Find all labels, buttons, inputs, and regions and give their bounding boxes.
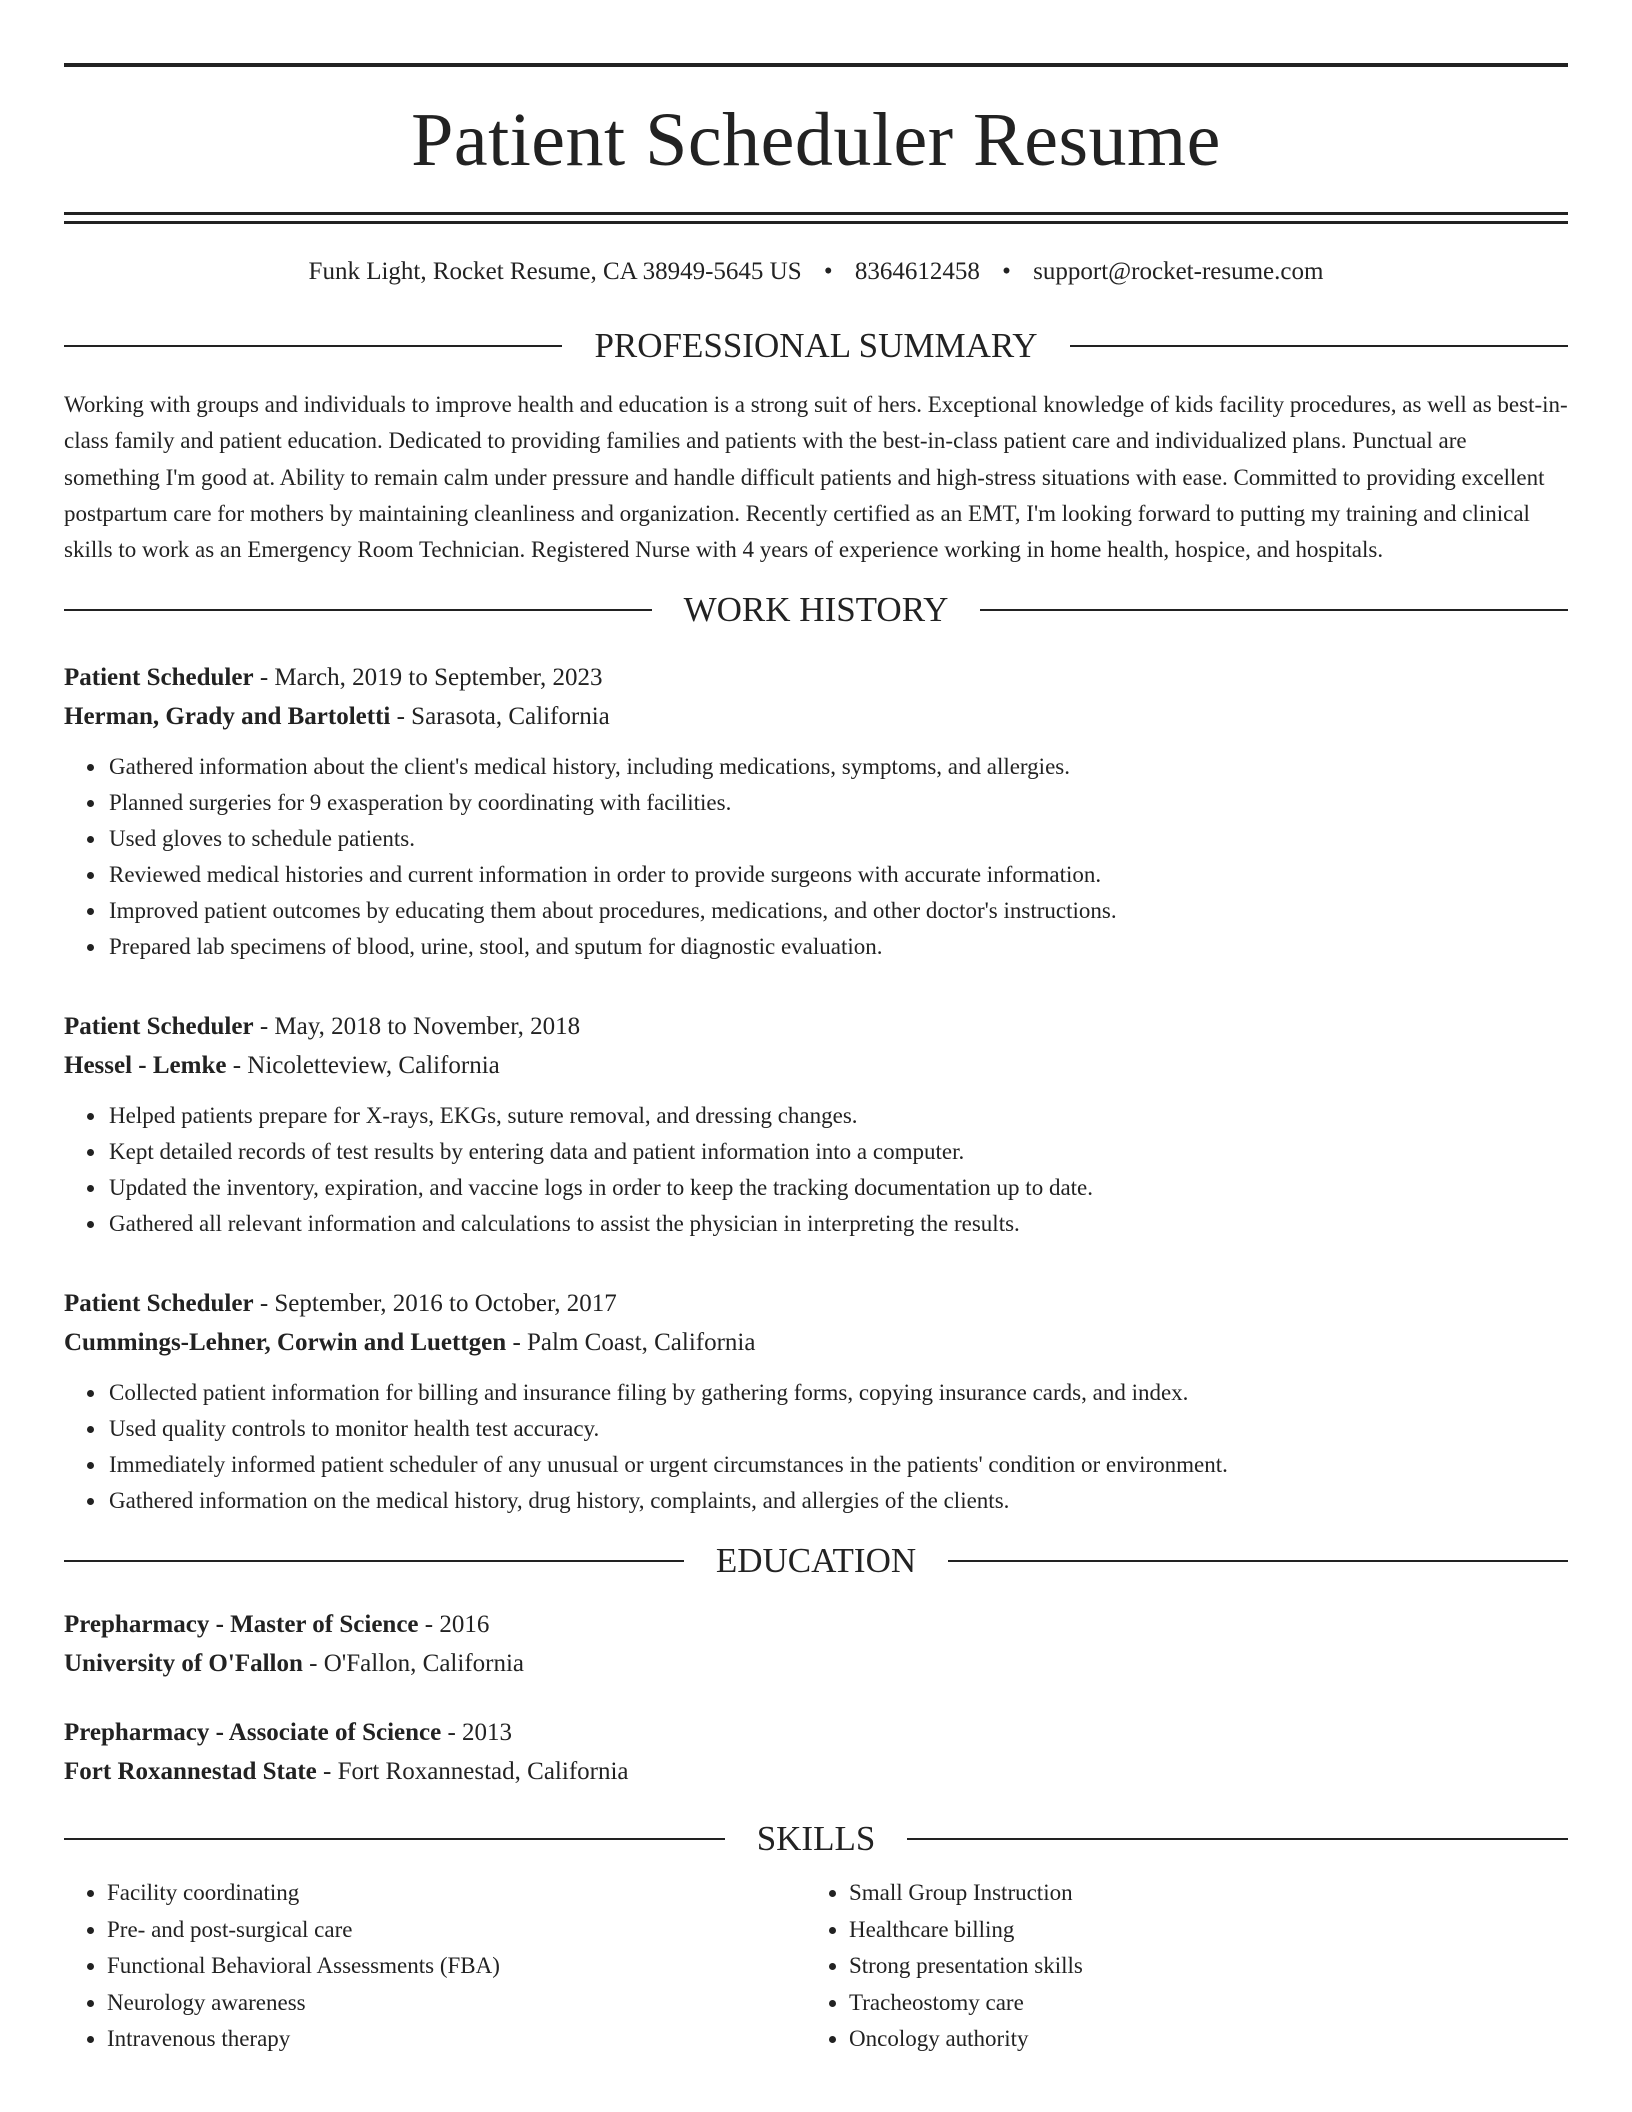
skill-item: • Healthcare billing <box>849 1912 1548 1949</box>
job-bullet-item: • Planned surgeries for 9 exasperation by coordinating with facilities. <box>107 785 1568 821</box>
job-bullet-item: • Prepared lab specimens of blood, urine, stool, and sputum for diagnostic evaluation. <box>107 929 1568 965</box>
summary-text: Working with groups and individuals to improve health and education is a strong suit of hers. Exceptional knowledge of kids facility procedures, as well as best-in-class family and patient education. Dedicated to providing families and patients with the best-in-class patient care and individualized plans. Punctual are something I'm good at. Ability to remain calm under pressure and handle difficult patients and high-stress situations with ease. Committed to providing excellent postpartum care for mothers by maintaining cleanliness and organization. Recently certified as an EMT, I'm looking forward to putting my training and clinical skills to work as an Emergency Room Technician. Registered Nurse with 4 years of experience working in home health, hospice, and hospitals. <box>64 392 1568 563</box>
top-rule <box>64 63 1568 67</box>
job-dates: - September, 2016 to October, 2017 <box>253 1290 617 1318</box>
job-entry <box>64 1007 1568 1242</box>
title-double-rule <box>64 212 1568 224</box>
job-title: Patient Scheduler <box>64 1290 254 1318</box>
skill-item: • Oncology authority <box>849 2021 1548 2058</box>
education-entry <box>64 1605 1568 1683</box>
skill-item: • Functional Behavioral Assessments (FBA) <box>107 1948 806 1985</box>
job-company-line <box>64 697 1568 736</box>
job-bullet-item: • Gathered all relevant information and calculations to assist the physician in interpreting the results. <box>107 1206 1568 1242</box>
job-bullet-item: • Updated the inventory, expiration, and vaccine logs in order to keep the tracking documentation up to date. <box>107 1170 1568 1206</box>
contact-separator: • <box>823 258 833 285</box>
job-bullet-item: • Used quality controls to monitor health test accuracy. <box>107 1411 1568 1447</box>
section-rule <box>64 345 562 347</box>
job-bullet-item: • Gathered information about the client's medical history, including medications, symptoms, and allergies. <box>107 749 1568 785</box>
skill-item: • Strong presentation skills <box>849 1948 1548 1985</box>
skill-item: • Neurology awareness <box>107 1985 806 2022</box>
section-title: EDUCATION <box>715 1541 917 1581</box>
section-title: PROFESSIONAL SUMMARY <box>594 326 1038 365</box>
skills-columns <box>64 1875 1568 2058</box>
education-degree-line <box>64 1605 1568 1644</box>
skill-item: • Facility coordinating <box>107 1875 806 1912</box>
section-rule <box>948 1560 1568 1562</box>
job-bullet-item: • Kept detailed records of test results by entering data and patient information into a computer. <box>107 1134 1568 1170</box>
contact-separator: • <box>1002 258 1011 285</box>
job-bullets <box>64 1375 1568 1519</box>
contact-email: support@rocket-resume.com <box>1033 258 1324 285</box>
education-degree: Prepharmacy - Master of Science <box>64 1611 419 1639</box>
job-bullet-item: • Reviewed medical histories and current information in order to provide surgeons with accurate information. <box>107 857 1568 893</box>
job-title-line <box>64 658 1568 697</box>
section-rule <box>64 609 652 611</box>
job-title: Patient Scheduler <box>64 664 254 692</box>
job-location: - Nicoletteview, California <box>226 1052 500 1080</box>
job-company: Cummings-Lehner, Corwin and Luettgen <box>64 1329 507 1357</box>
job-company-line <box>64 1323 1568 1362</box>
section-rule <box>64 1838 725 1840</box>
page-title: Patient Scheduler Resume <box>411 98 1221 182</box>
education-school: Fort Roxannestad State <box>64 1758 317 1786</box>
education-year: - 2016 <box>418 1611 490 1639</box>
contact-line <box>64 256 1568 288</box>
education-list <box>64 1605 1568 1791</box>
job-bullet-item: • Helped patients prepare for X-rays, EKGs, suture removal, and dressing changes. <box>107 1098 1568 1134</box>
section-header-education <box>64 1539 1568 1583</box>
job-bullet-item: • Collected patient information for billing and insurance filing by gathering forms, copying insurance cards, and index. <box>107 1375 1568 1411</box>
job-bullet-item: • Immediately informed patient scheduler of any unusual or urgent circumstances in the patients' condition or environment. <box>107 1447 1568 1483</box>
job-entry <box>64 658 1568 965</box>
section-rule <box>980 609 1568 611</box>
section-header-work <box>64 588 1568 632</box>
education-entry <box>64 1713 1568 1791</box>
job-location: - Palm Coast, California <box>506 1329 756 1357</box>
education-school-line <box>64 1644 1568 1683</box>
job-location: - Sarasota, California <box>390 703 610 731</box>
education-location: - O'Fallon, California <box>302 1650 525 1678</box>
job-title: Patient Scheduler <box>64 1013 254 1041</box>
section-rule <box>64 1560 684 1562</box>
job-company: Hessel - Lemke <box>64 1052 227 1080</box>
education-year: - 2013 <box>441 1719 513 1747</box>
skills-list-left <box>64 1875 806 2058</box>
skill-item: • Intravenous therapy <box>107 2021 806 2058</box>
skill-item: • Pre- and post-surgical care <box>107 1912 806 1949</box>
job-title-line <box>64 1007 1568 1046</box>
resume-page <box>64 0 1568 2058</box>
section-title: SKILLS <box>756 1819 876 1859</box>
section-rule <box>907 1838 1568 1840</box>
job-dates: - May, 2018 to November, 2018 <box>253 1013 581 1041</box>
education-degree-line <box>64 1713 1568 1752</box>
contact-address: Funk Light, Rocket Resume, CA 38949-5645 US <box>308 258 802 285</box>
job-title-line <box>64 1284 1568 1323</box>
job-bullet-item: • Gathered information on the medical history, drug history, complaints, and allergies of the clients. <box>107 1483 1568 1519</box>
section-header-summary <box>64 324 1568 368</box>
job-bullets <box>64 749 1568 965</box>
job-bullet-item: • Improved patient outcomes by educating them about procedures, medications, and other doctor's instructions. <box>107 893 1568 929</box>
skill-item: • Tracheostomy care <box>849 1985 1548 2022</box>
education-school: University of O'Fallon <box>64 1650 303 1678</box>
job-company-line <box>64 1046 1568 1085</box>
skill-item: • Small Group Instruction <box>849 1875 1548 1912</box>
job-dates: - March, 2019 to September, 2023 <box>253 664 603 692</box>
section-rule <box>1070 345 1568 347</box>
work-history-list <box>64 658 1568 1519</box>
job-bullet-item: • Used gloves to schedule patients. <box>107 821 1568 857</box>
contact-phone: 8364612458 <box>854 258 980 285</box>
education-location: - Fort Roxannestad, California <box>316 1758 629 1786</box>
education-degree: Prepharmacy - Associate of Science <box>64 1719 442 1747</box>
education-school-line <box>64 1752 1568 1791</box>
skills-list-right <box>806 1875 1548 2058</box>
job-bullets <box>64 1098 1568 1242</box>
section-header-skills <box>64 1817 1568 1861</box>
job-entry <box>64 1284 1568 1519</box>
section-title: WORK HISTORY <box>683 590 949 630</box>
job-company: Herman, Grady and Bartoletti <box>64 703 391 731</box>
